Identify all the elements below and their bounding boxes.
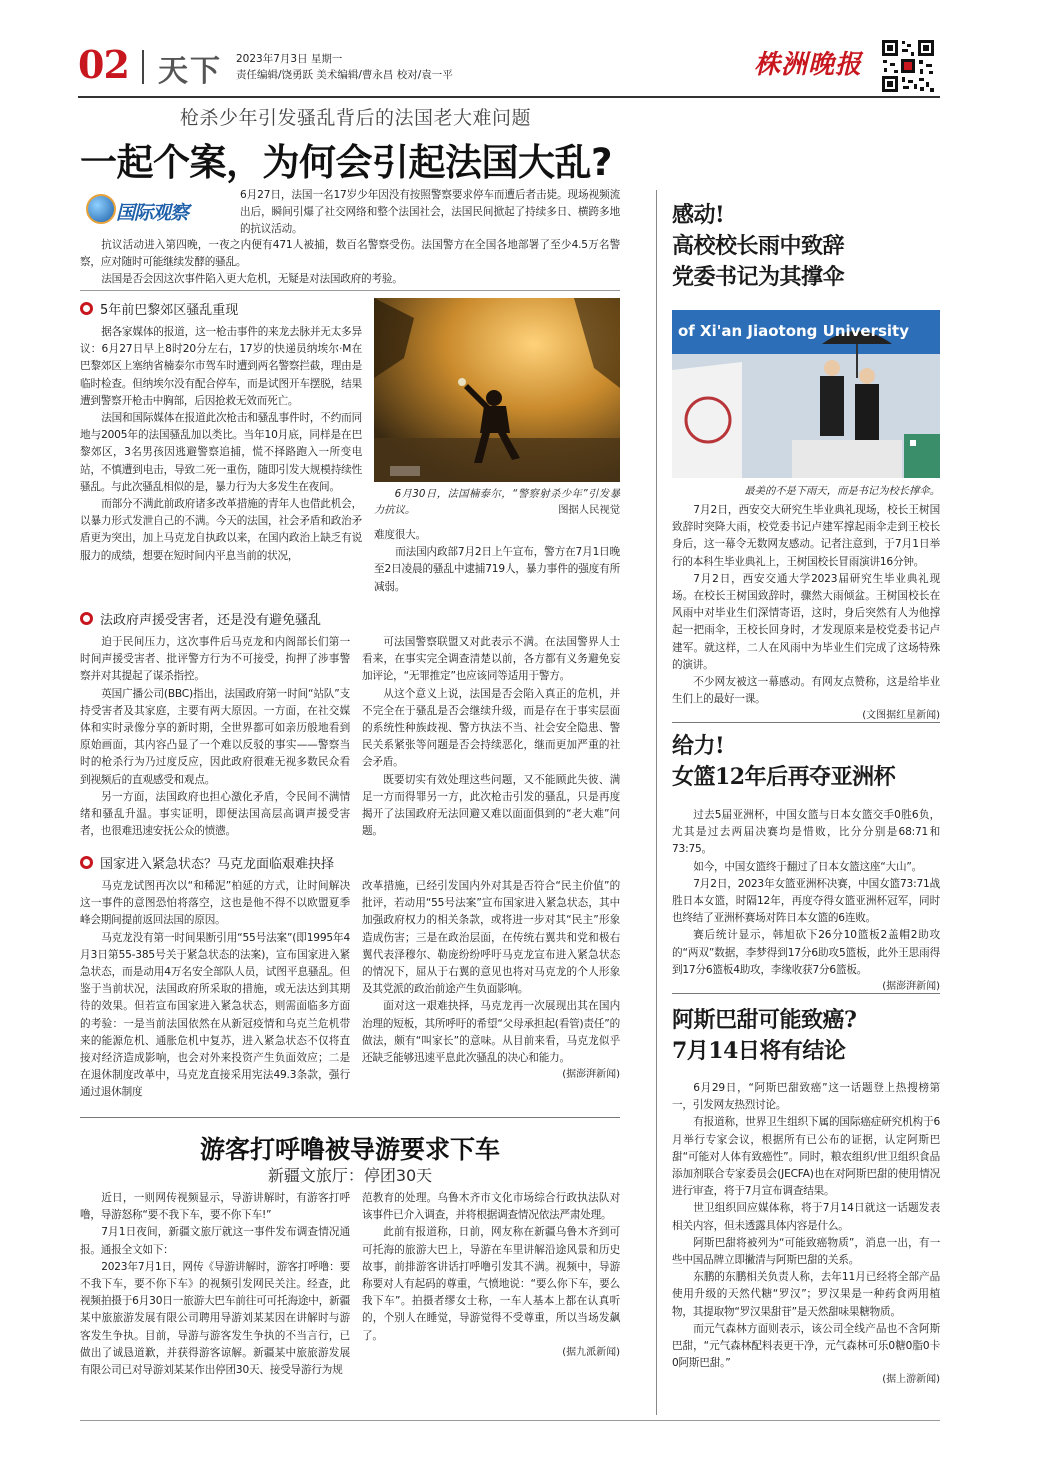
lead-kicker: 枪杀少年引发骚乱背后的法国老大难问题 bbox=[180, 107, 532, 129]
newspaper-logo: 株洲晚报 bbox=[754, 50, 863, 80]
intro-paragraph: 抗议活动进入第四晚，一夜之内便有471人被捕，数百名警察受伤。法国警方在全国各地部署了至少4.5万名警察，应对随时可能继续发酵的骚乱。 bbox=[80, 239, 620, 269]
article-paragraph: 7月1日夜间，新疆文旅厅就这一事件发布调查情况通报。通报全文如下： bbox=[80, 1226, 350, 1256]
s1-left-column bbox=[80, 324, 362, 565]
article-paragraph: 而法国内政部7月2日上午宣布，警方在7月1日晚至2日凌晨的骚乱中逮捕719人，暴力事件的强度有所减弱。 bbox=[374, 546, 620, 593]
photo-caption bbox=[374, 486, 620, 518]
tourist-headline: 游客打呼噜被导游要求下车 bbox=[199, 1135, 500, 1164]
article-paragraph: 可法国警察联盟又对此表示不满。在法国警界人士看来，在事实完全调查清楚以前，各方都有义务避免妄加评论，“无罪推定”也应该同等适用于警方。 bbox=[362, 636, 620, 683]
right-rule bbox=[672, 722, 940, 723]
article-paragraph: 迫于民间压力，这次事件后马克龙和内阁部长们第一时间声援受害者、批评警方行为不可接受，拘押了涉事警察并对其提起了谋杀指控。 bbox=[80, 636, 350, 683]
source-credit: (据九派新闻) bbox=[562, 1346, 620, 1358]
article-paragraph: 不少网友被这一幕感动。有网友点赞称，这是给毕业生们上的最好一课。 bbox=[672, 676, 940, 706]
section-title: 5年前巴黎郊区骚乱重现 bbox=[100, 302, 239, 318]
riot-photo bbox=[374, 298, 620, 482]
article-paragraph: 7月2日，西安交大研究生毕业典礼现场，校长王树国致辞时突降大雨，校党委书记卢建军撑起雨伞走到王校长身后，这一幕令无数网友感动。记者注意到，于7月1日举行的本科生毕业典礼上，王树国校长冒雨演讲16分钟。 bbox=[672, 504, 940, 568]
article-paragraph: 而部分不满此前政府诸多改革措施的青年人也借此机会，以暴力形式发泄自己的不满。今天的法国，社会矛盾和政治矛盾更为突出，加上马克龙自执政以来，在国内政治上缺乏有说服力的成绩，想要在短时间内平息当前的状况， bbox=[80, 498, 362, 562]
source-credit: (文图据红星新闻) bbox=[862, 710, 940, 722]
article-paragraph: 有报道称，世界卫生组织下属的国际癌症研究机构于6月举行专家会议，根据所有已公布的证据，认定阿斯巴甜“可能对人体有致癌性”。同时，粮农组织/世卫组织食品添加剂联合专家委员会(JECFA)也在对阿斯巴甜的使用情况进行审查，将于7月宣布调查结果。 bbox=[672, 1116, 940, 1198]
umbrella-title bbox=[672, 200, 942, 293]
intro-paragraph: 6月27日，法国一名17岁少年因没有按照警察要求停车而遭后者击毙。现场视频流出后，瞬间引爆了社交网络和整个法国社会，法国民间掀起了持续多日、横跨多地的抗议活动。 bbox=[240, 189, 620, 236]
umbrella-photo bbox=[672, 310, 940, 478]
article-paragraph: 阿斯巴甜将被列为“可能致癌物质”，消息一出，有一些中国品牌立即撇清与阿斯巴甜的关系。 bbox=[672, 1236, 940, 1267]
source-credit: (据上游新闻) bbox=[882, 1374, 940, 1386]
s3-left-column bbox=[80, 878, 350, 1102]
article-paragraph: 从这个意义上说，法国是否会陷入真正的危机，并不完全在于骚乱是否会继续升级，而是存在于事实层面的系统性种族歧视、警方执法不当、社会安全隐患、警民关系紧张等问题是否会持续恶化，继而更加严重的社会矛盾。 bbox=[362, 687, 620, 769]
qr-code bbox=[880, 38, 936, 94]
article-paragraph: 东鹏的东鹏相关负责人称，去年11月已经将全部产品使用升级的天然代糖“罗汉”；罗汉果是一种药食两用植物，其提取物“罗汉果甜苷”是天然甜味果糖物质。 bbox=[672, 1271, 940, 1318]
tourist-left-column bbox=[80, 1190, 350, 1379]
masthead-rule bbox=[78, 96, 940, 98]
title-line: 给力! bbox=[672, 733, 725, 759]
issue-date: 2023年7月3日 星期一 bbox=[236, 53, 343, 65]
article-paragraph: 此前有报道称，日前，网友称在新疆乌鲁木齐到可可托海的旅游大巴上，导游在车里讲解沿途风景和历史故事，前排游客讲话打呼噜引发其不满。视频中，导游称要对人有起码的尊重，气愤地说：“要么你下车，要么我下车”。拍摄者缪女士称，一车人基本上都在认真听的，个别人在睡觉，导游觉得不受尊重，所以当场发飙了。 bbox=[362, 1226, 620, 1342]
section-heading bbox=[80, 852, 334, 872]
bullet-icon bbox=[80, 302, 93, 315]
aspartame-title bbox=[672, 1005, 942, 1067]
title-line: 阿斯巴甜可能致癌? bbox=[672, 1007, 857, 1033]
masthead bbox=[78, 40, 940, 100]
page-number: 02 bbox=[78, 42, 129, 87]
source-credit: (据澎湃新闻) bbox=[562, 1069, 620, 1081]
section-heading bbox=[80, 298, 238, 318]
umbrella-caption: 最美的不是下雨天，而是书记为校长撑伞。 bbox=[744, 485, 940, 497]
intro-paragraph: 法国是否会因这次事件陷入更大危机，无疑是对法国政府的考验。 bbox=[101, 273, 403, 286]
article-paragraph: 6月29日，“阿斯巴甜致癌”这一话题登上热搜榜第一，引发网友热烈讨论。 bbox=[672, 1082, 940, 1112]
lead-headline: 一起个案，为何会引起法国大乱? bbox=[80, 141, 612, 184]
source-credit: (据澎湃新闻) bbox=[882, 981, 940, 993]
article-paragraph: 过去5届亚洲杯，中国女篮与日本女篮交手0胜6负，尤其是过去两届决赛均是惜败，比分分别是68:71和73:75。 bbox=[672, 809, 940, 856]
lead-intro bbox=[80, 187, 620, 239]
title-line: 女篮12年后再夺亚洲杯 bbox=[672, 764, 896, 790]
article-paragraph: 而元气森林方面则表示，该公司全线产品也不含阿斯巴甜，“元气森林配料表更干净，元气森林可乐0糖0脂0卡0阿斯巴甜。” bbox=[672, 1322, 940, 1370]
article-paragraph: 难度很大。 bbox=[374, 529, 426, 541]
photo-caption-text: 6月30日，法国楠泰尔，“警察射杀少年”引发暴力抗议。 bbox=[374, 488, 620, 516]
section-name: 天下 bbox=[158, 54, 222, 89]
basketball-title bbox=[672, 731, 942, 793]
bullet-icon bbox=[80, 612, 93, 625]
article-paragraph: 近日，一则网传视频显示，导游讲解时，有游客打呼噜，导游怒称“要不我下车，要不你下车!” bbox=[80, 1192, 350, 1222]
aspartame-body bbox=[672, 1080, 940, 1388]
s1-right-column bbox=[374, 527, 620, 596]
s2-left-column bbox=[80, 634, 350, 840]
lead-intro-2 bbox=[80, 237, 620, 289]
right-rule bbox=[672, 993, 940, 994]
title-line: 感动! bbox=[672, 202, 725, 228]
tourist-subhead: 新疆文旅厅：停团30天 bbox=[267, 1166, 433, 1185]
article-paragraph: 赛后统计显示，韩旭砍下26分10篮板2盖帽2助攻的“两双”数据，李梦得到17分6助攻5篮板，此外王思雨得到17分6篮板4助攻，李缘收获7分6篮板。 bbox=[672, 929, 940, 976]
basketball-body bbox=[672, 807, 940, 995]
title-line: 党委书记为其撑伞 bbox=[672, 264, 845, 290]
section-title: 法政府声援受害者，还是没有避免骚乱 bbox=[100, 612, 322, 628]
section-heading bbox=[80, 608, 321, 628]
article-paragraph: 据各家媒体的报道，这一枪击事件的来龙去脉并无太多异议：6月27日早上8时20分左右，17岁的快递员纳埃尔·M在巴黎郊区上塞纳省楠泰尔市驾车时遭到两名警察拦截，理由是临时检查。但纳埃尔没有配合停车，而是试图开车摆脱，结果遭到警察开枪击中胸部，后因抢救无效而死亡。 bbox=[80, 326, 362, 407]
s2-right-column bbox=[362, 634, 620, 840]
article-paragraph: 既要切实有效处理这些问题，又不能顾此失彼、满足一方而得罪另一方，此次枪击引发的骚乱，只是再度揭开了法国政府无法回避又难以面面俱到的“老大难”问题。 bbox=[362, 773, 620, 838]
masthead-divider bbox=[142, 50, 144, 84]
article-paragraph: 世卫组织回应媒体称，将于7月14日就这一话题发表相关内容，但未透露具体内容是什么。 bbox=[672, 1202, 940, 1232]
umbrella-banner-text: of Xi'an Jiaotong University bbox=[678, 322, 910, 340]
article-paragraph: 改革措施，已经引发国内外对其是否符合“民主价值”的批评，若动用“55号法案”宣布国家进入紧急状态，其中加强政府权力的相关条款，或将进一步对其“民主”形象造成伤害；三是在政治层面，在传统右翼共和党和极右翼代表泽穆尔、勒庞纷纷呼吁马克龙宣布进入紧急状态的情况下，屈从于右翼的意见也将对马克龙的个人形象及其党派的政治前途产生负面影响。 bbox=[362, 880, 620, 996]
column-badge-label: 国际观察 bbox=[116, 202, 189, 224]
page-bottom-rule bbox=[80, 1420, 940, 1421]
article-paragraph: 面对这一艰难抉择，马克龙再一次展现出其在国内治理的短板，其所呼吁的希望“父母承担起(看管)责任”的做法，颇有“叫家长”的意味。从目前来看，马克龙似乎还缺乏能够迅速平息此次骚乱的决心和能力。 bbox=[362, 1000, 620, 1065]
article-paragraph: 7月2日，2023年女篮亚洲杯决赛，中国女篮73:71战胜日本女篮，时隔12年，再度夺得女篮亚洲杯冠军，同时也终结了亚洲杯赛场对阵日本女篮的6连败。 bbox=[672, 877, 940, 925]
editors-line: 责任编辑/饶勇跃 美术编辑/曹永昌 校对/袁一平 bbox=[236, 69, 453, 81]
umbrella-body bbox=[672, 502, 940, 724]
article-paragraph: 7月2日，西安交通大学2023届研究生毕业典礼现场。在校长王树国致辞时，骤然大雨倾盆。王树国校长在风雨中对毕业生们深情寄语，这时，身后突然有人为他撑起一把雨伞，王校长回身时，才发现原来是校党委书记卢建军。就这样，二人在风雨中为毕业生们完成了这场特殊的演讲。 bbox=[672, 572, 940, 671]
intro-rule bbox=[80, 290, 620, 291]
article-paragraph: 另一方面，法国政府也担心激化矛盾，令民间不满情绪和骚乱升温。事实证明，即便法国高层高调声援受害者，也很难迅速安抚公众的愤懑。 bbox=[80, 790, 350, 838]
article-paragraph: 马克龙试图再次以“和稀泥”柏延的方式，让时间解决这一事件的意图恐怕将落空，这也是他不得不以欧盟夏季峰会期间提前返回法国的原因。 bbox=[80, 880, 350, 927]
title-line: 7月14日将有结论 bbox=[672, 1038, 846, 1064]
photo-credit: 图据人民视觉 bbox=[558, 504, 620, 516]
s3-right-column bbox=[362, 878, 620, 1083]
title-line: 高校校长雨中致辞 bbox=[672, 233, 845, 259]
article-paragraph: 范教育的处理。乌鲁木齐市文化市场综合行政执法队对该事件已介入调查，并将根据调查情况依法严肃处理。 bbox=[362, 1192, 620, 1222]
column-divider bbox=[656, 190, 657, 1415]
article-paragraph: 2023年7月1日，网传《导游讲解时，游客打呼噜：要不我下车，要不你下车》的视频引发网民关注。经查，此视频拍摄于6月30日一旅游大巴车前往可可托海途中，新疆某中旅旅游发展有限公司聘用导游刘某某因在讲解时与游客发生争执。目前，导游与游客发生争执的不当言行，已做出了诚恳道歉，并获得游客谅解。新疆某中旅旅游发展有限公司已对导游刘某某作出停团30天、接受导游行为规 bbox=[80, 1260, 350, 1377]
article-paragraph: 英国广播公司(BBC)指出，法国政府第一时间“站队”支持受害者及其家庭，主要有两大原因。一方面，在社交媒体和实时录像分享的新时期，全世界都可如亲历般地看到原始画面，其内容凸显了一个难以反驳的事实——警察当时的枪杀行为乃过度反应，因此政府很难无视多数民众看到视频后的直观感受和观点。 bbox=[80, 687, 350, 786]
article-paragraph: 法国和国际媒体在报道此次枪击和骚乱事件时，不约而同地与2005年的法国骚乱加以类比。当年10月底，同样是在巴黎郊区，3名男孩因逃避警察追捕，慌不择路跑入一所变电站，不慎遭到电击，导致二死一重伤，随即引发大规模持续性骚乱。与此次骚乱相似的是，暴力行为大多发生在夜间。 bbox=[80, 412, 362, 493]
article-paragraph: 如今，中国女篮终于翻过了日本女篮这座“大山”。 bbox=[693, 860, 923, 873]
bullet-icon bbox=[80, 856, 93, 869]
lead-bottom-rule bbox=[80, 1117, 620, 1118]
article-paragraph: 马克龙没有第一时间果断引用“55号法案”(即1995年4月3日第55-385号关于紧急状态的法案)，宣布国家进入紧急状态，而是动用4万名安全部队人员，试图平息骚乱。但鉴于当前状况，法国政府所采取的措施，或无法达到其期待的效果。但若宣布国家进入紧急状态，则需面临多方面的考验：一是当前法国依然在从新冠疫情和乌克兰危机带来的能源危机、通胀危机中复苏，进入紧急状态不仅将直接对经济造成影响，也会对外来投资产生负面效应；二是在退休制度改革中，马克龙直接采用宪法49.3条款，强行通过退休制度 bbox=[80, 931, 350, 1099]
tourist-right-column bbox=[362, 1190, 620, 1361]
section-title: 国家进入紧急状态？马克龙面临艰难抉择 bbox=[100, 856, 335, 872]
